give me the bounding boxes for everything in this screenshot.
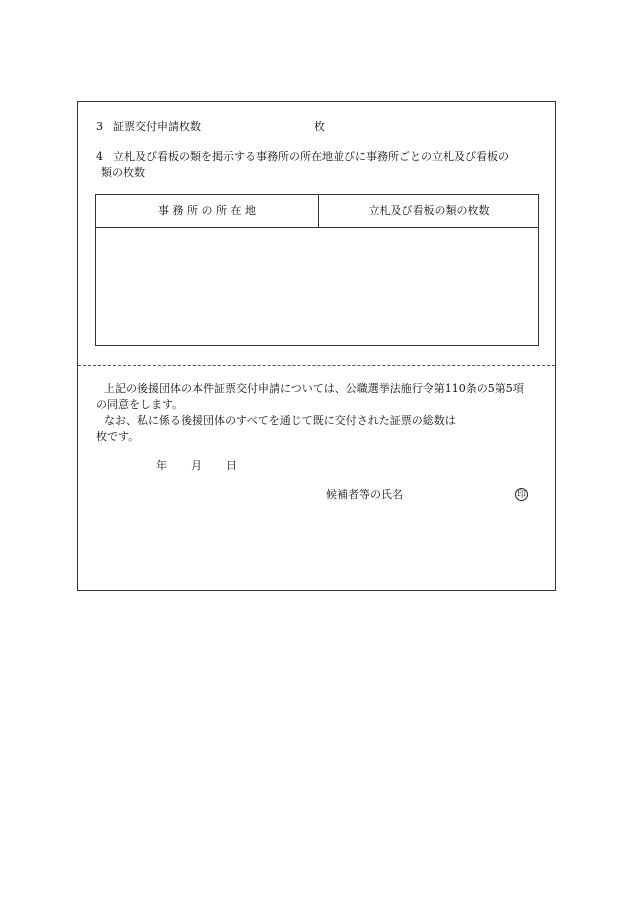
- item-3-number: 3: [96, 120, 103, 133]
- seal-icon: 印: [516, 490, 526, 500]
- cut-line: [78, 365, 555, 366]
- header-divider: [318, 195, 319, 227]
- item-3-unit: 枚: [314, 120, 325, 133]
- office-location-header: 事 務 所 の 所 在 地: [158, 204, 256, 217]
- consent-line-4: 枚です。: [96, 430, 140, 443]
- consent-line-2: の同意をします。: [96, 398, 184, 411]
- item-4-line-1: 立札及び看板の類を掲示する事務所の所在地並びに事務所ごとの立札及び看板の: [113, 150, 509, 163]
- item-4-line-2: 類の枚数: [101, 166, 145, 179]
- date-day: 日: [226, 459, 237, 472]
- signboard-count-header: 立札及び看板の類の枚数: [368, 204, 490, 217]
- consent-line-1: 上記の後援団体の本件証票交付申請については、公職選挙法施行令第110条の5第5項: [104, 382, 524, 395]
- table-entry-area[interactable]: [96, 228, 538, 345]
- item-4-number: 4: [96, 150, 103, 163]
- office-signboard-table: [95, 194, 539, 346]
- consent-line-3: なお、私に係る後援団体のすべてを通じて既に交付された証票の総数は: [104, 414, 456, 427]
- application-form-frame: [77, 101, 556, 591]
- item-3-label: 証票交付申請枚数: [113, 120, 201, 133]
- date-month: 月: [191, 459, 202, 472]
- candidate-name-label: 候補者等の氏名: [326, 488, 403, 501]
- date-year: 年: [156, 459, 167, 472]
